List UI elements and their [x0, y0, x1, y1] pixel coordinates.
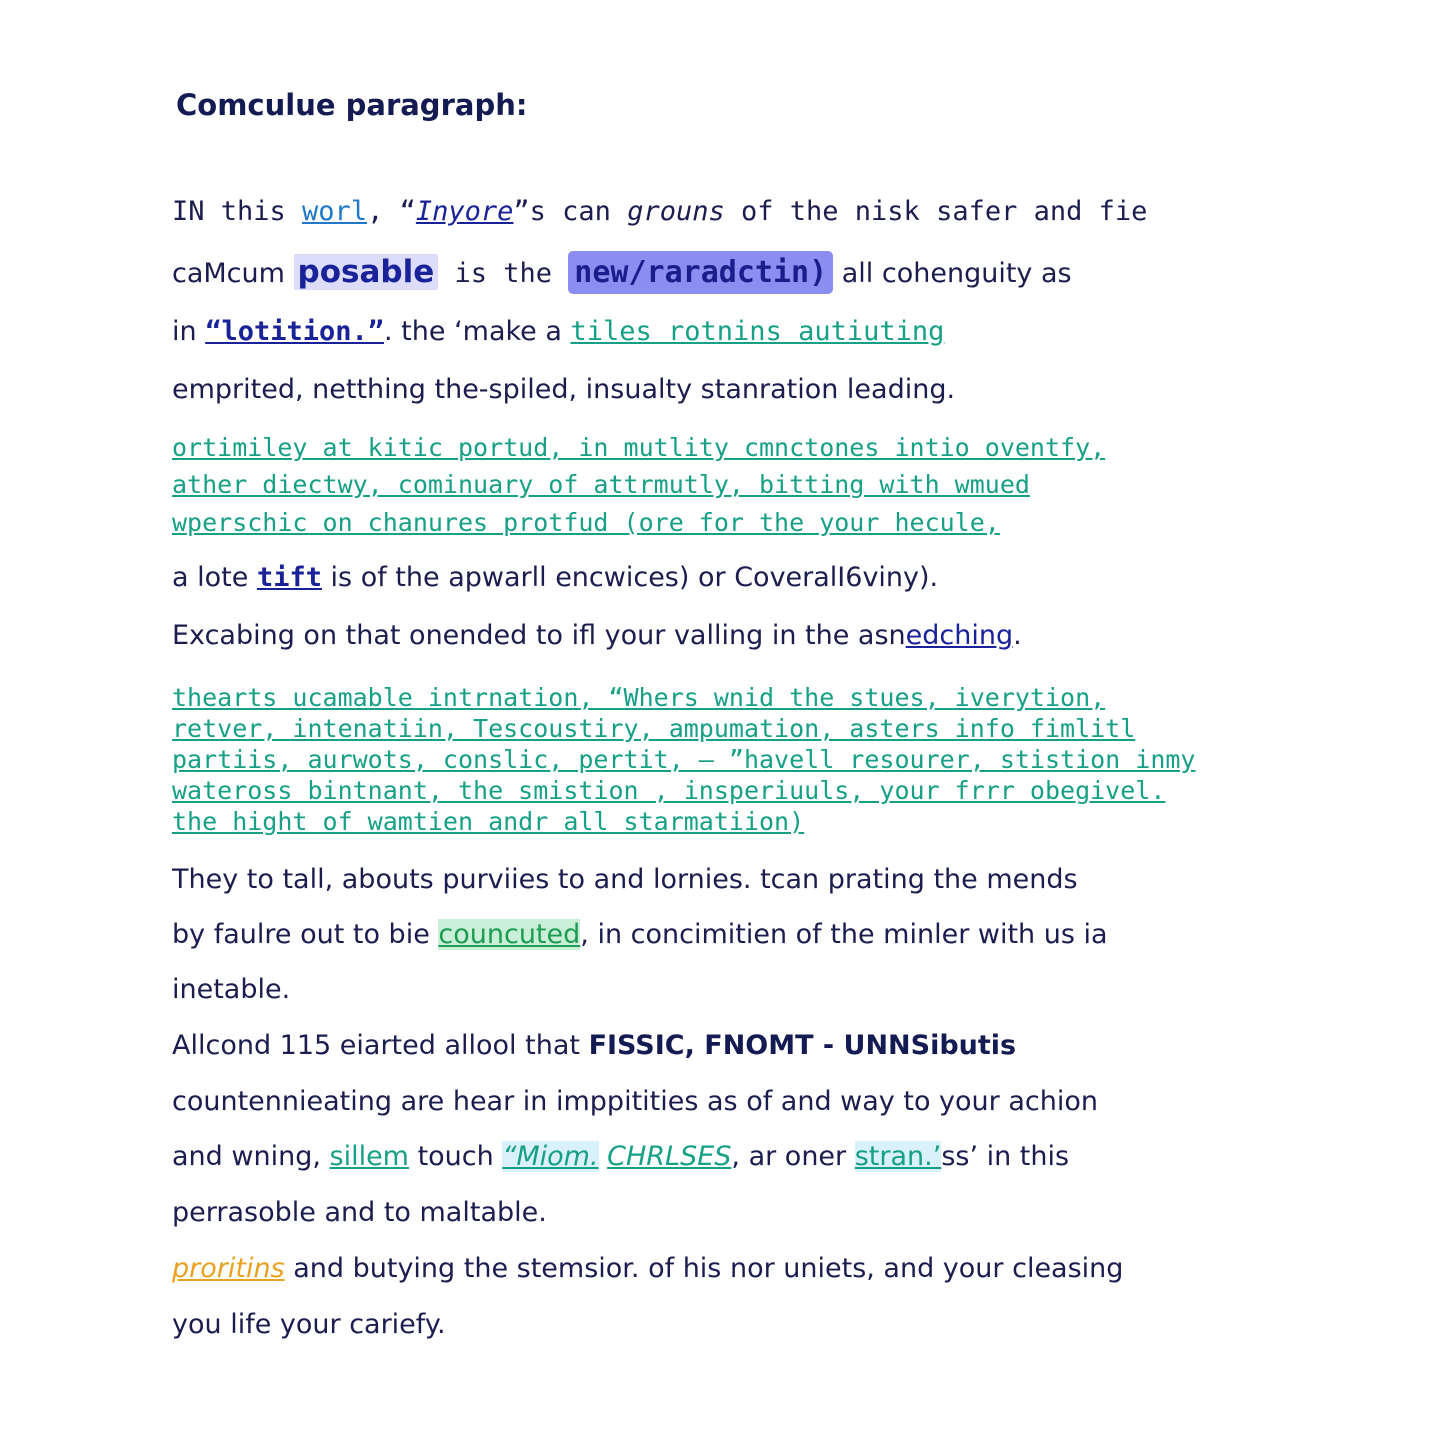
text-run: in: [172, 316, 206, 347]
paragraph-line-12: [172, 1030, 1016, 1061]
text-run: .: [1013, 620, 1022, 651]
link-proritins[interactable]: proritins: [172, 1253, 285, 1284]
bold-phrase: FISSIC, FNOMT - UNNSibutis: [588, 1030, 1017, 1061]
paragraph-line-16: [172, 1253, 1123, 1284]
paragraph-line-3: [172, 316, 944, 347]
italic-word: grouns: [627, 196, 725, 227]
link-inyore[interactable]: Inyore: [415, 196, 514, 227]
paragraph-line-13: countennieating are hear in imppitities as of and way to your achion: [172, 1086, 1098, 1117]
text-run: and butying the stemsior. of his nor uniets, and your cleasing: [284, 1253, 1124, 1284]
text-run: Excabing on that onended to ifl your valling in the asn: [172, 620, 906, 651]
text-run: a lote: [172, 562, 257, 593]
text-run: is of the apwarll encwices) or CoveralI6viny).: [321, 562, 939, 593]
text-run: Allcond 115 eiarted allool that: [172, 1030, 589, 1061]
text-run: of the nisk safer and fie: [724, 196, 1148, 227]
link-sillem[interactable]: sillem: [329, 1141, 409, 1172]
text-run: IN this: [172, 196, 303, 227]
highlight-councuted[interactable]: councuted: [438, 919, 581, 950]
text-run: all cohenguity as: [833, 258, 1072, 289]
text-run: , in concimitien of the minler with us ia: [580, 919, 1108, 950]
green-line-3[interactable]: wperschic on chanures protfud (ore for the your hecule,: [172, 508, 1000, 537]
text-run: caMcum: [172, 258, 294, 289]
paragraph-line-9: They to tall, abouts purviies to and lornies. tcan prating the mends: [172, 864, 1078, 895]
green-line-7[interactable]: wateross bintnant, the smistion , insperiuuls, your frrr obegivel.: [172, 776, 1166, 805]
text-run: , “: [367, 196, 416, 227]
paragraph-line-15: perrasoble and to maltable.: [172, 1197, 547, 1228]
green-line-6[interactable]: partiis, aurwots, conslic, pertit, – ”havell resourer, stistion inmy: [172, 745, 1196, 774]
link-lotition[interactable]: “lotition.”: [205, 316, 385, 347]
text-run: . the ‘make a: [384, 316, 571, 347]
page-title: Comculue paragraph:: [176, 88, 528, 122]
green-line-8[interactable]: the hight of wamtien andr all starmatiion): [172, 807, 805, 836]
green-line-2[interactable]: ather diectwy, cominuary of attrmutly, bitting with wmued: [172, 470, 1030, 499]
link-chrlses[interactable]: CHRLSES: [607, 1141, 732, 1172]
green-line-4[interactable]: thearts ucamable intrnation, “Whers wnid the stues, iverytion,: [172, 683, 1106, 712]
paragraph-line-6: [172, 562, 938, 593]
link-tift[interactable]: tift: [256, 562, 322, 593]
paragraph-line-4: emprited, netthing the-spiled, insualty stanration leading.: [172, 374, 956, 405]
highlight-miom[interactable]: “Miom.: [502, 1141, 599, 1172]
link-tiles-rotnins[interactable]: tiles rotnins autiuting: [570, 316, 945, 347]
green-line-1[interactable]: ortimiley at kitic portud, in mutlity cmnctones intio oventfy,: [172, 433, 1106, 462]
paragraph-line-10: [172, 919, 1108, 950]
paragraph-line-7: [172, 620, 1022, 651]
highlight-posable[interactable]: posable: [294, 254, 439, 290]
paragraph-line-2: [172, 254, 1072, 290]
paragraph-line-11: inetable.: [172, 974, 291, 1005]
text-run: ss’ in this: [941, 1141, 1070, 1172]
text-run: ”s can: [513, 196, 628, 227]
paragraph-line-17: you life your cariefy.: [172, 1309, 446, 1340]
link-worl[interactable]: worl: [302, 196, 368, 227]
green-line-5[interactable]: retver, intenatiin, Tescoustiry, ampumation, asters info fimlitl: [172, 714, 1136, 743]
paragraph-line-1: [172, 196, 1147, 227]
text-run: , ar oner: [731, 1141, 855, 1172]
highlight-new-paradiction[interactable]: new/raradctin): [568, 251, 833, 294]
text-run: touch: [408, 1141, 503, 1172]
text-run: is the: [438, 258, 569, 289]
highlight-stran[interactable]: stran.’: [854, 1141, 942, 1172]
text-run: and wning,: [172, 1141, 330, 1172]
paragraph-line-14: [172, 1141, 1069, 1172]
text-run: [599, 1141, 608, 1172]
link-edching[interactable]: edching: [905, 620, 1014, 651]
text-run: by faulre out to bie: [172, 919, 439, 950]
